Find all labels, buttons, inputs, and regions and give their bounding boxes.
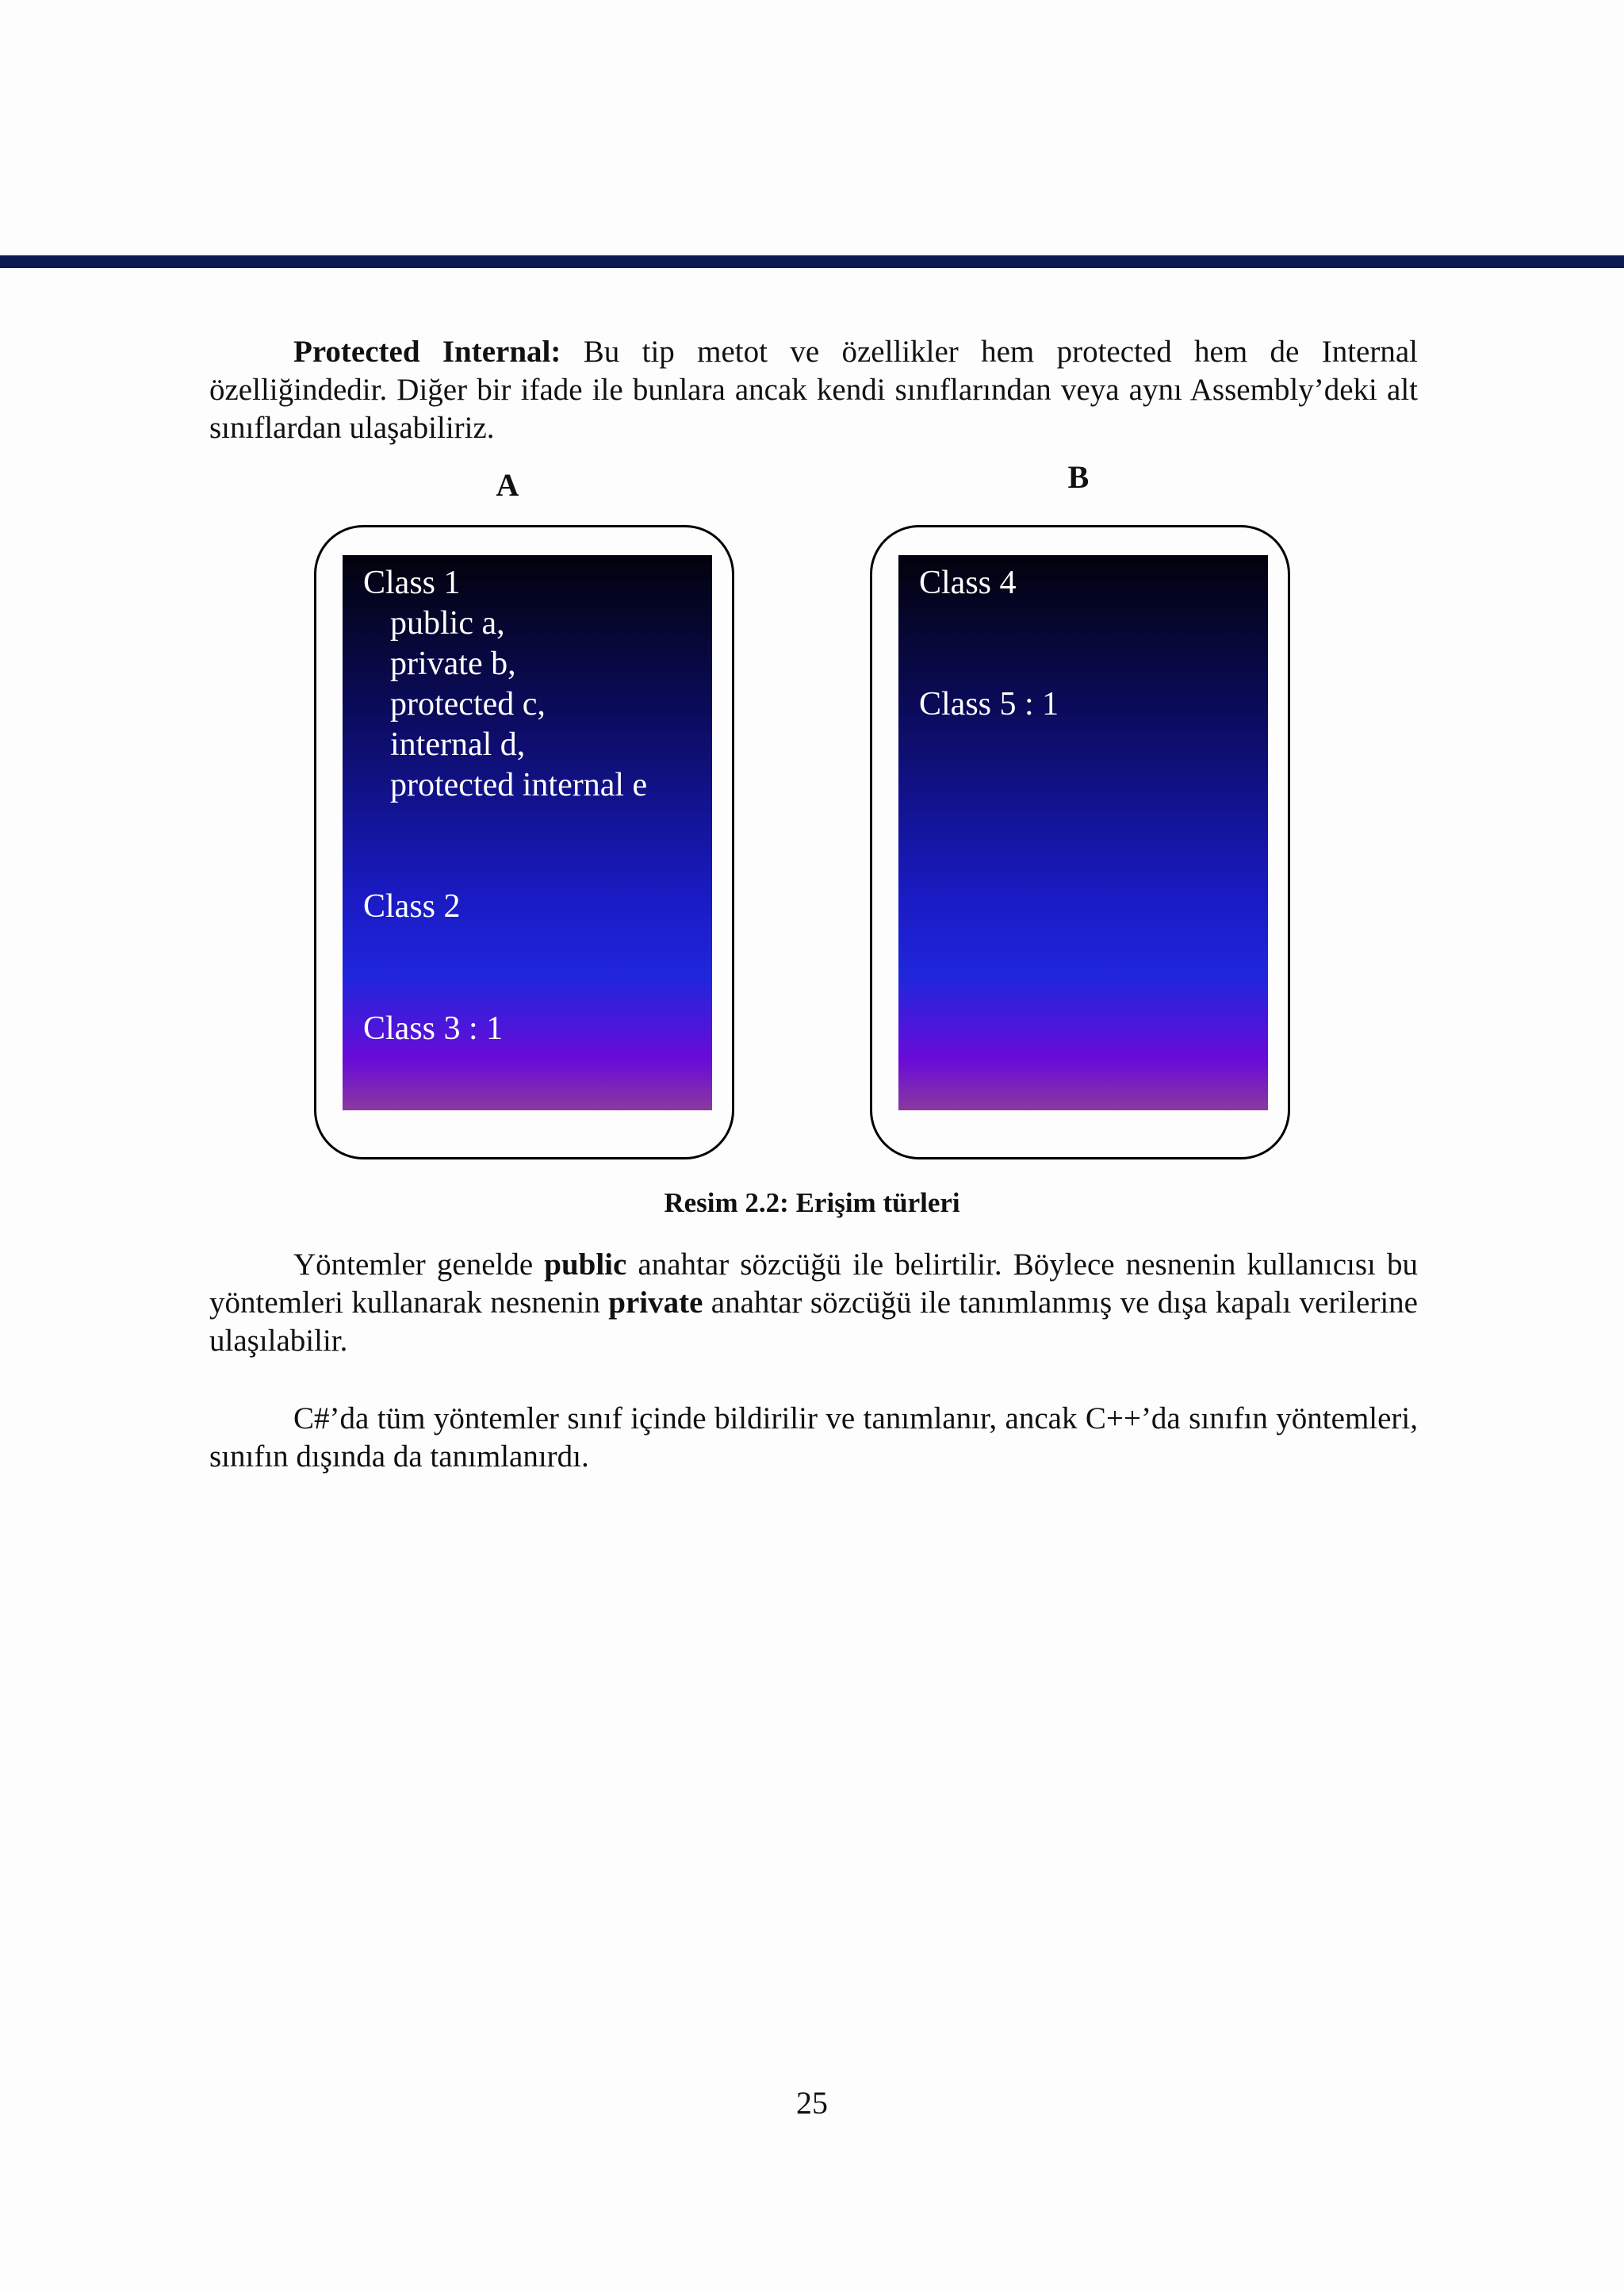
member-public: public a,	[390, 605, 505, 642]
paragraph-text: Bu tip metot ve özellikler hem protected hem de Internal özelliğindedir. Diğer bir ifade ile bunlara ancak kendi sınıflarından veya aynı Assembly’deki alt sınıflardan ulaşabiliriz.	[209, 335, 1418, 445]
paragraph-methods-public	[209, 1246, 1418, 1360]
member-protected-internal: protected internal e	[390, 767, 648, 803]
paragraph-text: C#’da tüm yöntemler sınıf içinde bildirilir ve tanımlanır, ancak C++’da sınıfın yöntemleri, sınıfın dışında da tanımlanırdı.	[209, 1401, 1418, 1474]
keyword-public: public	[544, 1248, 627, 1282]
panel-a-label: A	[496, 467, 519, 503]
assembly-a-frame	[314, 525, 734, 1159]
class-3-label: Class 3 : 1	[363, 1010, 504, 1047]
header-rule	[0, 255, 1624, 268]
class-1-label: Class 1	[363, 565, 461, 601]
paragraph-text: anahtar sözcüğü ile tanımlanmış ve dışa kapalı verilerine ulaşılabilir.	[209, 1286, 1418, 1358]
keyword-private: private	[608, 1286, 703, 1320]
paragraph-protected-internal	[209, 333, 1418, 447]
assembly-a-box	[343, 555, 712, 1110]
class-2-label: Class 2	[363, 888, 461, 925]
class-4-label: Class 4	[919, 565, 1017, 601]
term-protected-internal: Protected Internal:	[293, 335, 561, 369]
member-internal: internal d,	[390, 726, 526, 763]
member-private: private b,	[390, 646, 516, 682]
paragraph-text: anahtar sözcüğü ile belirtilir. Böylece nesnenin kullanıcısı bu yöntemleri kullanarak nesnenin	[209, 1248, 1419, 1320]
page-number: 25	[796, 2085, 828, 2121]
paragraph-text: Yöntemler genelde	[293, 1248, 545, 1282]
class-5-label: Class 5 : 1	[919, 686, 1059, 722]
paragraph-csharp-methods	[209, 1400, 1418, 1476]
member-protected: protected c,	[390, 686, 546, 722]
assembly-b-box	[898, 555, 1268, 1110]
assembly-b-frame	[870, 525, 1290, 1159]
panel-b-label: B	[1067, 459, 1090, 495]
figure-caption: Resim 2.2: Erişim türleri	[664, 1187, 960, 1218]
